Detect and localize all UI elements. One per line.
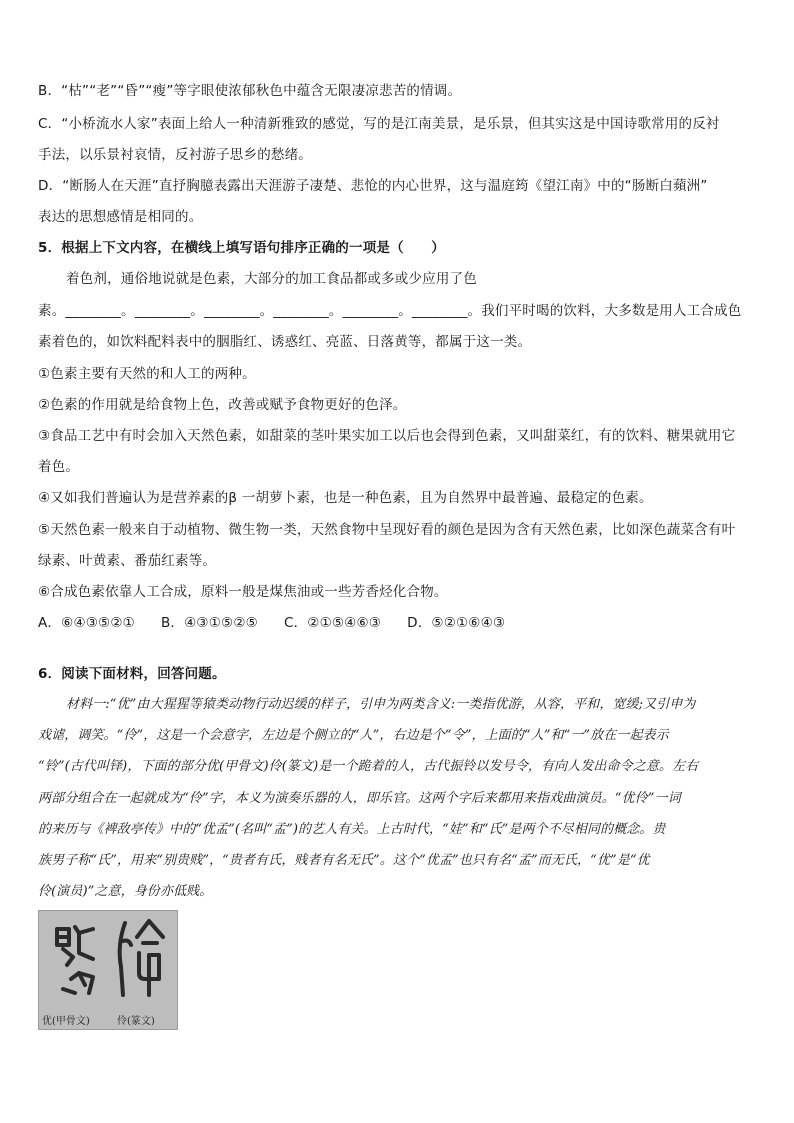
answer-options bbox=[38, 614, 758, 632]
option-c-text-line1: C．“小桥流水人家”表面上给人一种清新雅致的感觉，写的是江南美景，是乐景，但其实这是中国诗歌常用的反衬 bbox=[38, 116, 720, 132]
sentence-3-line1: ③食品工艺中有时会加入天然色素，如甜菜的茎叶果实加工以后也会得到色素，又叫甜菜红，有的饮料、糖果就用它 bbox=[38, 428, 736, 444]
option-b[interactable]: B．④③①⑤②⑤ bbox=[160, 615, 258, 631]
material-line1: 材料一:“优”由大猩猩等猿类动物行动迟缓的样子，引申为两类含义:一类指优游，从容，平和，宽缓;又引申为 bbox=[66, 697, 696, 712]
material-line7: 伶(演员)”之意，身份亦低贱。 bbox=[38, 884, 213, 899]
sentence-2: ②色素的作用就是给食物上色，改善或赋予食物更好的色泽。 bbox=[38, 397, 407, 413]
question-5-stem: 5．根据上下文内容，在横线上填写语句排序正确的一项是（ ） bbox=[38, 240, 445, 256]
sentence-3-line2: 着色。 bbox=[38, 459, 80, 475]
option-d-text-line2: 表达的思想感情是相同的。 bbox=[38, 209, 203, 225]
character-figure bbox=[38, 910, 178, 1030]
option-d-text-line1: D．“断肠人在天涯”直抒胸臆表露出天涯游子凄楚、悲怆的内心世界，这与温庭筠《望江南》中的“肠断白蘋洲” bbox=[38, 178, 708, 194]
sentence-6: ⑥合成色素依靠人工合成，原料一般是煤焦油或一些芳香烃化合物。 bbox=[38, 584, 448, 600]
sentence-5-line1: ⑤天然色素一般来自于动植物、微生物一类，天然食物中呈现好看的颜色是因为含有天然色素，比如深色蔬菜含有叶 bbox=[38, 522, 736, 538]
seal-script-ling-glyph bbox=[109, 915, 171, 1001]
option-a[interactable]: A．⑥④③⑤②① bbox=[38, 615, 135, 631]
passage-line3: 素着色的，如饮料配料表中的胭脂红、诱惑红、亮蓝、日落黄等，都属于这一类。 bbox=[38, 334, 532, 350]
sentence-5-line2: 绿素、叶黄素、番茄红素等。 bbox=[38, 553, 217, 569]
option-c-text-line2: 手法，以乐景衬哀情，反衬游子思乡的愁绪。 bbox=[38, 147, 312, 163]
sentence-4: ④又如我们普遍认为是营养素的β 一胡萝卜素，也是一种色素，且为自然界中最普遍、最稳定的色素。 bbox=[38, 490, 653, 506]
question-6-stem: 6．阅读下面材料，回答问题。 bbox=[38, 666, 226, 682]
oracle-bone-you-glyph bbox=[49, 919, 105, 1001]
material-line2: 戏谑，调笑。“伶”，这是一个会意字，左边是个侧立的“人”，右边是个“令”，上面的“人”和“一”放在一起表示 bbox=[38, 728, 669, 743]
material-line3: “铃”(古代叫铎)，下面的部分优(甲骨文)伶(篆文)是一个跪着的人，古代振铃以发号令，有向人发出命令之意。左右 bbox=[38, 759, 699, 774]
material-line6: 族男子称“氏”，用来“别贵贱”，“贵者有氏，贱者有名无氏”。这个“优孟”也只有名“孟”而无氏，“优”是“优 bbox=[38, 853, 650, 868]
figure-caption-right: 伶(篆文) bbox=[117, 1016, 155, 1027]
sentence-1: ①色素主要有天然的和人工的两种。 bbox=[38, 366, 256, 382]
option-b-text: B．“枯”“老”“昏”“瘦”等字眼使浓郁秋色中蕴含无限凄凉悲苦的情调。 bbox=[38, 83, 462, 99]
passage-line1: 着色剂，通俗地说就是色素，大部分的加工食品都或多或少应用了色 bbox=[66, 271, 477, 287]
option-d[interactable]: D．⑤②①⑥④③ bbox=[407, 615, 506, 631]
option-c[interactable]: C．②①⑤④⑥③ bbox=[283, 615, 382, 631]
passage-line2: 素。________。________。________。________。________。________。我们平时喝的饮料，大多数是用人工合成色 bbox=[38, 303, 742, 319]
material-line4: 两部分组合在一起就成为“伶”字，本义为演奏乐器的人，即乐官。这两个字后来都用来指戏曲演员。“优伶”一词 bbox=[38, 791, 681, 806]
figure-caption-left: 优(甲骨文) bbox=[42, 1016, 90, 1027]
material-line5: 的来历与《裨敌亭传》中的“优孟”(名叫“孟”)的艺人有关。上古时代，“娃”和“氏”是两个不尽相同的概念。贵 bbox=[38, 822, 666, 837]
